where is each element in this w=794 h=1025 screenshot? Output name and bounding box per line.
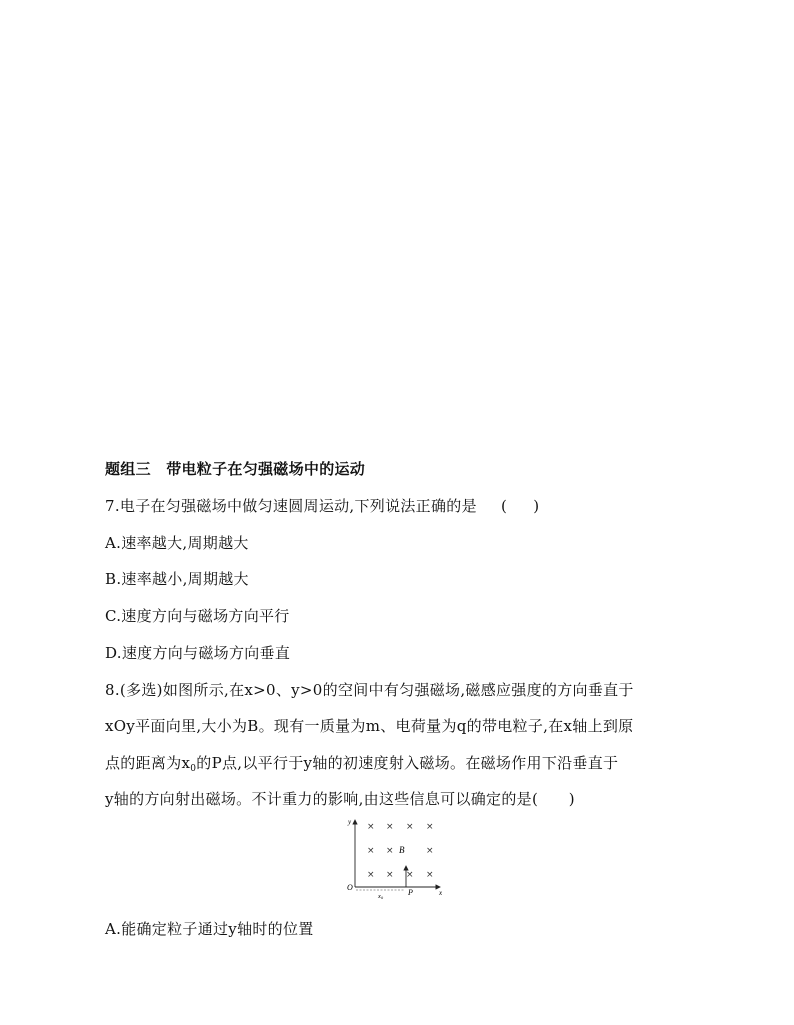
field-cross: × [386, 822, 394, 832]
field-cross: × [367, 822, 375, 832]
question-8-line-3-a: 点的距离为x [105, 754, 191, 772]
field-cross: × [367, 846, 375, 856]
question-8-line-3 [105, 753, 618, 779]
distance-label: $x_0$ [378, 893, 384, 899]
question-8-line-3-b: 的P点,以平行于y轴的初速度射入磁场。在磁场作用下沿垂直于 [196, 754, 619, 772]
magnetic-field-diagram [344, 817, 446, 899]
question-8-line-4: y轴的方向射出磁场。不计重力的影响,由这些信息可以确定的是( ) [105, 790, 575, 808]
point-p-label: P [408, 888, 413, 897]
field-cross: × [406, 822, 414, 832]
y-axis-label: y [348, 818, 352, 826]
origin-label: O [347, 883, 353, 892]
question-7-option-c: C.速度方向与磁场方向平行 [105, 607, 290, 625]
question-8-line-3-sub: 0 [190, 764, 197, 774]
question-8-line-1: 8.(多选)如图所示,在x>0、y>0的空间中有匀强磁场,磁感应强度的方向垂直于 [105, 681, 634, 699]
field-cross: × [406, 870, 414, 880]
field-cross: × [367, 870, 375, 880]
question-7-option-a: A.速率越大,周期越大 [105, 534, 249, 552]
field-cross: × [386, 846, 394, 856]
answer-bracket-open: ( [501, 497, 508, 515]
question-8-option-a: A.能确定粒子通过y轴时的位置 [105, 920, 314, 938]
question-7-option-b: B.速率越小,周期越大 [105, 570, 249, 588]
answer-bracket-close: ) [533, 497, 540, 515]
question-7-option-d: D.速度方向与磁场方向垂直 [105, 644, 291, 662]
field-label: B [399, 845, 405, 855]
field-cross: × [426, 870, 434, 880]
field-cross: × [386, 870, 394, 880]
field-cross: × [426, 846, 434, 856]
question-7-stem [105, 496, 539, 516]
section-heading: 题组三 带电粒子在匀强磁场中的运动 [105, 460, 366, 478]
question-8-line-2: xOy平面向里,大小为B。现有一质量为m、电荷量为q的带电粒子,在x轴上到原 [105, 717, 634, 735]
question-7-stem-text: 7.电子在匀强磁场中做匀速圆周运动,下列说法正确的是 [105, 497, 477, 515]
field-cross: × [426, 822, 434, 832]
x-axis-label: x [439, 889, 443, 897]
